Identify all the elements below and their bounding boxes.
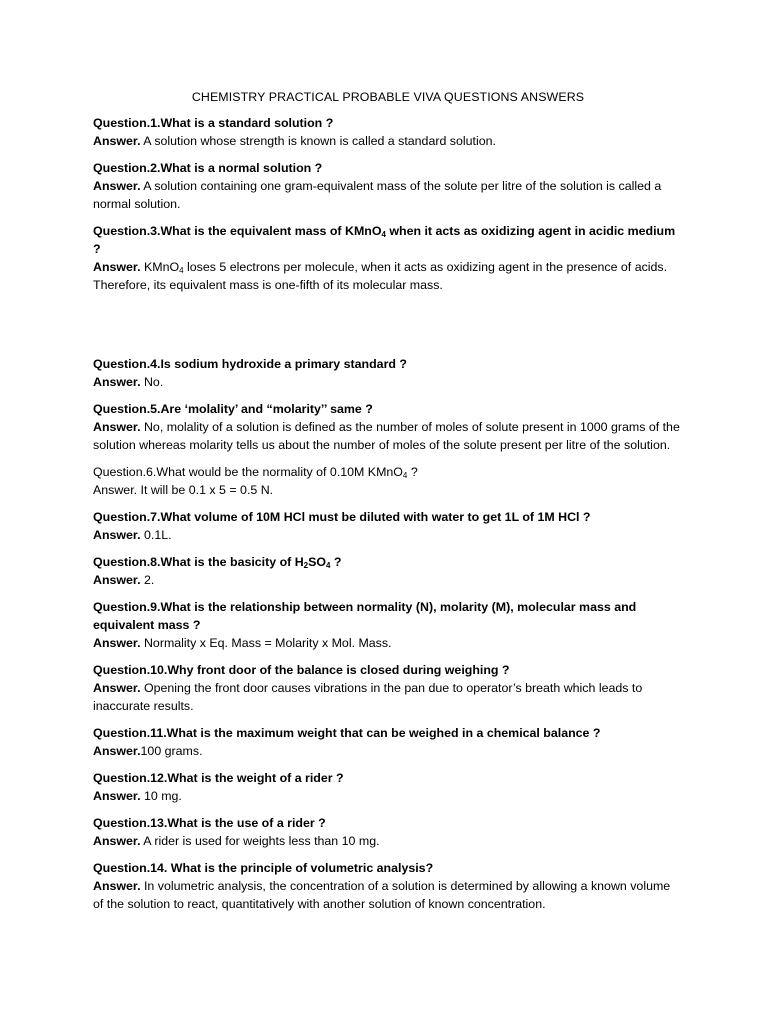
qa-item-4 bbox=[93, 355, 683, 391]
answer-3: Answer. KMnO$_4$ loses 5 electrons per molecule, when it acts as oxidizing agent in the presence of acids. Therefore, its equivalent mass is one-fifth of its molecular mass. bbox=[93, 260, 668, 292]
answer-label: Answer. bbox=[93, 834, 141, 848]
answer-text: Normality x Eq. Mass = Molarity x Mol. Mass. bbox=[143, 636, 392, 650]
question-5: Question.5.Are ‘molality’ and “molarity’’ same ? bbox=[93, 402, 373, 416]
qa-item-13 bbox=[93, 814, 683, 850]
answer-8 bbox=[93, 571, 683, 589]
answer-label: Answer. bbox=[93, 179, 141, 193]
answer-label: Answer. bbox=[93, 528, 141, 542]
question-1: Question.1.What is a standard solution ? bbox=[93, 116, 334, 130]
answer-label: Answer. bbox=[93, 134, 141, 148]
answer-label: Answer. bbox=[93, 260, 141, 274]
answer-2 bbox=[93, 177, 683, 213]
answer-text: No. bbox=[143, 375, 164, 389]
answer-7 bbox=[93, 526, 683, 544]
answer-10 bbox=[93, 679, 683, 715]
question-9: Question.9.What is the relationship between normality (N), molarity (M), molecular mass and equivalent mass ? bbox=[93, 600, 637, 632]
answer-text: 0.1L. bbox=[143, 528, 172, 542]
qa-item-1 bbox=[93, 114, 683, 150]
question-12: Question.12.What is the weight of a rider ? bbox=[93, 771, 344, 785]
answer-text: 100 grams. bbox=[140, 744, 203, 758]
answer-text: In volumetric analysis, the concentration of a solution is determined by allowing a known volume of the solution to react, quantitatively with another solution of known concentration. bbox=[93, 879, 671, 911]
question-2: Question.2.What is a normal solution ? bbox=[93, 161, 323, 175]
question-4: Question.4.Is sodium hydroxide a primary standard ? bbox=[93, 357, 407, 371]
qa-item-7 bbox=[93, 508, 683, 544]
answer-label: Answer. bbox=[93, 636, 141, 650]
answer-14 bbox=[93, 877, 683, 913]
answer-text: 2. bbox=[143, 573, 155, 587]
answer-label: Answer. bbox=[93, 789, 141, 803]
question-13: Question.13.What is the use of a rider ? bbox=[93, 816, 326, 830]
page-title: CHEMISTRY PRACTICAL PROBABLE VIVA QUESTIONS ANSWERS bbox=[191, 90, 585, 104]
answer-5 bbox=[93, 418, 683, 454]
question-3: Question.3.What is the equivalent mass of KMnO$_4$ when it acts as oxidizing agent in acidic medium ? bbox=[93, 224, 676, 256]
question-7: Question.7.What volume of 10M HCl must be diluted with water to get 1L of 1M HCl ? bbox=[93, 510, 591, 524]
answer-9 bbox=[93, 634, 683, 652]
answer-13 bbox=[93, 832, 683, 850]
answer-1 bbox=[93, 132, 683, 150]
qa-item-2 bbox=[93, 159, 683, 213]
answer-label: Answer. bbox=[93, 420, 141, 434]
qa-item-11 bbox=[93, 724, 683, 760]
question-11: Question.11.What is the maximum weight that can be weighed in a chemical balance ? bbox=[93, 726, 601, 740]
qa-item-9 bbox=[93, 598, 683, 652]
answer-6 bbox=[93, 481, 683, 499]
answer-text: A solution containing one gram-equivalent mass of the solute per litre of the solution is called a normal solution. bbox=[93, 179, 662, 211]
qa-item-10 bbox=[93, 661, 683, 715]
answer-text: 10 mg. bbox=[143, 789, 182, 803]
question-10: Question.10.Why front door of the balance is closed during weighing ? bbox=[93, 663, 510, 677]
qa-item-6 bbox=[93, 463, 683, 499]
question-6: Question.6.What would be the normality of 0.10M KMnO$_4$ ? bbox=[93, 465, 418, 480]
answer-4 bbox=[93, 373, 683, 391]
qa-item-5 bbox=[93, 400, 683, 454]
page-gap bbox=[93, 303, 683, 355]
answer-text: A solution whose strength is known is called a standard solution. bbox=[143, 134, 496, 148]
answer-text: A rider is used for weights less than 10 mg. bbox=[143, 834, 380, 848]
document-page bbox=[93, 88, 683, 922]
question-14: Question.14. What is the principle of volumetric analysis? bbox=[93, 861, 434, 875]
answer-text: No, molality of a solution is defined as the number of moles of solute present in 1000 grams of the solution whereas molarity tells us about the number of moles of the solute present per litre of the solution. bbox=[93, 420, 680, 452]
answer-11 bbox=[93, 742, 683, 760]
answer-label: Answer. bbox=[93, 375, 141, 389]
qa-item-12 bbox=[93, 769, 683, 805]
answer-label: Answer. bbox=[93, 879, 141, 893]
answer-text: It will be 0.1 x 5 = 0.5 N. bbox=[140, 483, 274, 497]
qa-item-8 bbox=[93, 553, 683, 589]
qa-item-14 bbox=[93, 859, 683, 913]
qa-item-3 bbox=[93, 222, 683, 294]
answer-label: Answer. bbox=[93, 573, 141, 587]
answer-12 bbox=[93, 787, 683, 805]
answer-label: Answer. bbox=[93, 483, 138, 497]
answer-label: Answer. bbox=[93, 681, 141, 695]
answer-label: Answer. bbox=[93, 744, 141, 758]
answer-text: Opening the front door causes vibrations in the pan due to operator’s breath which leads to inaccurate results. bbox=[93, 681, 643, 713]
question-8: Question.8.What is the basicity of $H_2SO_4$ ? bbox=[93, 555, 342, 570]
